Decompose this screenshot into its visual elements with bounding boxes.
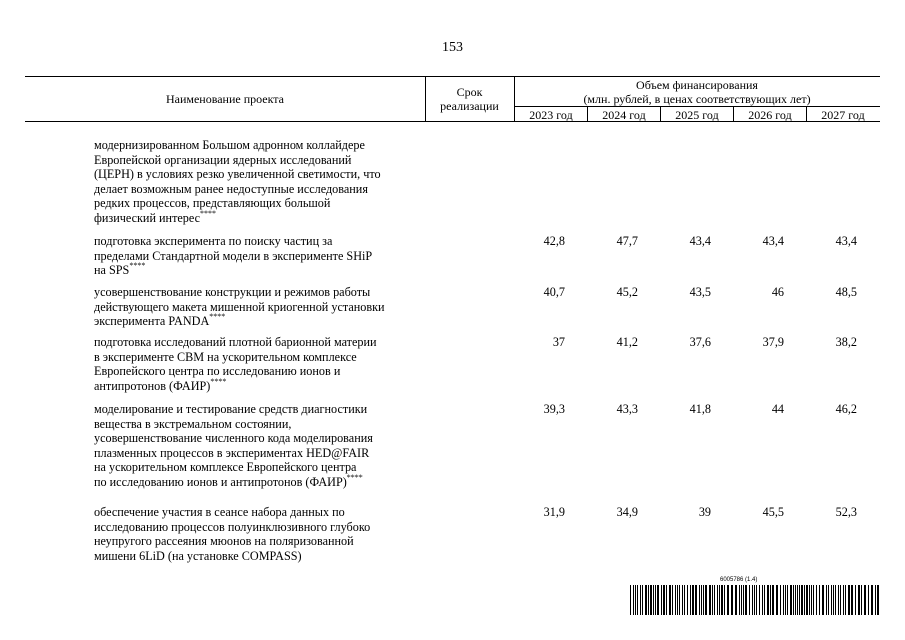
barcode-bar	[776, 585, 778, 615]
barcode-bar	[655, 585, 656, 615]
barcode-bar	[675, 585, 676, 615]
row-line: вещества в экстремальном состоянии,	[94, 416, 292, 431]
row-line: исследованию процессов полуинклюзивного глубоко	[94, 519, 371, 534]
value-2025: 37,6	[689, 335, 711, 349]
barcode-bar	[811, 585, 812, 615]
header-funding-line-2: (млн. рублей, в ценах соответствующих лет)	[583, 92, 811, 106]
header-year-2024: 2024 год	[602, 108, 646, 122]
row-line: Европейского центра по исследованию ионов и	[94, 364, 341, 379]
barcode-bar	[727, 585, 729, 615]
barcode-bar	[749, 585, 750, 615]
header-year-2023: 2023 год	[529, 108, 573, 122]
barcode-bar	[642, 585, 643, 615]
barcode-bar	[851, 585, 853, 615]
header-top-rule	[25, 76, 880, 77]
row-line: (ЦЕРН) в условиях резко увеличенной светимости, что	[94, 167, 381, 182]
barcode-bar	[861, 585, 862, 615]
row-line: усовершенствование конструкции и режимов работы	[94, 285, 371, 299]
barcode-bar	[783, 585, 784, 615]
barcode-bar	[843, 585, 844, 615]
row-line: подготовка эксперимента по поиску частиц за	[94, 234, 333, 248]
barcode-bar	[858, 585, 860, 615]
barcode-bar	[721, 585, 723, 615]
value-2024: 45,2	[616, 285, 638, 299]
value-2025: 39	[698, 505, 711, 519]
value-2023: 42,8	[543, 234, 565, 248]
value-2026: 37,9	[762, 335, 784, 349]
barcode-bar	[695, 585, 697, 615]
header-year-2025: 2025 год	[675, 108, 719, 122]
row-line-text: эксперимента PANDA	[94, 314, 210, 329]
row-line: Европейской организации ядерных исследований	[94, 152, 352, 167]
header-term	[425, 85, 514, 113]
barcode-bar	[855, 585, 856, 615]
value-2023: 37	[552, 335, 565, 349]
header-term-line-1: Срок	[456, 85, 483, 99]
row-line: неупругого рассеяния мюонов на поляризованной	[94, 534, 354, 549]
barcode-bar	[735, 585, 737, 615]
value-2026: 45,5	[762, 505, 784, 519]
header-year-2027: 2027 год	[821, 108, 865, 122]
value-2027: 38,2	[835, 335, 857, 349]
value-2027: 48,5	[835, 285, 857, 299]
barcode-bar	[801, 585, 803, 615]
row-line: действующего макета мишенной криогенной установки	[94, 299, 385, 314]
barcode-bar	[739, 585, 740, 615]
header-years-rule	[514, 106, 880, 107]
barcode-bar	[705, 585, 707, 615]
barcode-bar	[669, 585, 671, 615]
barcode-bar	[809, 585, 810, 615]
table-row-project	[94, 505, 424, 563]
barcode-bar	[759, 585, 760, 615]
header-project-name: Наименование проекта	[165, 92, 285, 106]
barcode-bar	[690, 585, 691, 615]
row-line: в эксперименте CBM на ускорительном комплексе	[94, 349, 357, 364]
barcode-bar	[845, 585, 846, 615]
barcode-bar	[795, 585, 796, 615]
value-2027: 43,4	[835, 234, 857, 248]
row-line: плазменных процессов в экспериментах HED@FAIR	[94, 445, 370, 460]
row-line: на ускорительном комплексе Европейского центра	[94, 460, 357, 475]
row-line: пределами Стандартной модели в эксперименте SHiP	[94, 248, 373, 263]
row-line: делает возможным ранее недоступные исследования	[94, 181, 368, 196]
value-2026: 44	[771, 402, 784, 416]
barcode-bar	[868, 585, 869, 615]
row-line-text: антипротонов (ФАИР)	[94, 378, 211, 393]
footnote-mark: ****	[129, 261, 146, 271]
barcode-bar	[762, 585, 763, 615]
barcode-bar	[754, 585, 755, 615]
barcode-bar	[828, 585, 829, 615]
barcode-bar	[756, 585, 757, 615]
barcode-bar	[826, 585, 827, 615]
barcode-bar	[703, 585, 704, 615]
barcode-bar	[745, 585, 747, 615]
barcode-bar	[799, 585, 800, 615]
row-line: модернизированном Большом адронном коллайдере	[94, 138, 365, 152]
table-row-project	[94, 234, 424, 278]
barcode-bar	[677, 585, 678, 615]
value-2026: 43,4	[762, 234, 784, 248]
barcode-bar	[785, 585, 786, 615]
barcode-bar	[877, 585, 879, 615]
barcode-bar	[717, 585, 718, 615]
barcode-bar	[724, 585, 725, 615]
barcode-bar	[714, 585, 715, 615]
row-line: подготовка исследований плотной барионной материи	[94, 335, 377, 349]
row-line: моделирование и тестирование средств диагностики	[94, 402, 368, 416]
barcode-bar	[875, 585, 876, 615]
row-line	[94, 263, 424, 278]
barcode-bar	[816, 585, 817, 615]
page-number: 153	[442, 40, 463, 55]
barcode-bar	[692, 585, 694, 615]
barcode-bar	[661, 585, 662, 615]
barcode-bar	[780, 585, 781, 615]
row-line	[94, 314, 424, 329]
footnote-mark: ****	[209, 312, 226, 322]
value-2027: 46,2	[835, 402, 857, 416]
barcode-bar	[650, 585, 652, 615]
barcode-bar	[637, 585, 638, 615]
barcode-bar	[833, 585, 834, 615]
row-line: редких процессов, представляющих большой	[94, 196, 331, 211]
barcode-bar	[793, 585, 794, 615]
barcode-bar	[838, 585, 839, 615]
value-2025: 43,4	[689, 234, 711, 248]
barcode-bar	[787, 585, 788, 615]
barcode-bar	[633, 585, 634, 615]
barcode-icon	[630, 585, 880, 615]
value-2025: 43,5	[689, 285, 711, 299]
value-2027: 52,3	[835, 505, 857, 519]
barcode-bar	[770, 585, 771, 615]
barcode-bar	[831, 585, 832, 615]
barcode-bar	[684, 585, 685, 615]
barcode-bar	[822, 585, 824, 615]
value-2024: 47,7	[616, 234, 638, 248]
barcode-bar	[719, 585, 720, 615]
footnote-mark: ****	[200, 208, 217, 218]
barcode-bar	[731, 585, 733, 615]
barcode-bar	[653, 585, 654, 615]
barcode-bar	[764, 585, 765, 615]
barcode-bar	[741, 585, 742, 615]
barcode-bar	[709, 585, 711, 615]
footnote-mark: ****	[210, 376, 227, 386]
value-2025: 41,8	[689, 402, 711, 416]
barcode-bar	[682, 585, 683, 615]
value-2023: 31,9	[543, 505, 565, 519]
row-line-text: по исследованию ионов и антипротонов (ФАИР)	[94, 474, 347, 489]
header-term-line-2: реализации	[440, 99, 499, 113]
barcode-bar	[848, 585, 850, 615]
value-2023: 39,3	[543, 402, 565, 416]
header-funding	[514, 78, 880, 106]
row-line-text: физический интерес	[94, 210, 201, 225]
barcode-bar	[648, 585, 649, 615]
barcode-bar	[752, 585, 753, 615]
value-2024: 43,3	[616, 402, 638, 416]
row-line: обеспечение участия в сеансе набора данных по	[94, 505, 345, 519]
barcode-bar	[806, 585, 808, 615]
row-line: мишени 6LiD (на установке COMPASS)	[94, 548, 302, 563]
barcode-bar	[772, 585, 774, 615]
value-2024: 41,2	[616, 335, 638, 349]
barcode-bar	[864, 585, 866, 615]
barcode-bar	[767, 585, 769, 615]
barcode-bar	[645, 585, 647, 615]
row-line	[94, 376, 424, 394]
barcode-bar	[804, 585, 805, 615]
barcode-bar	[657, 585, 659, 615]
row-line	[94, 208, 424, 226]
barcode-bar	[666, 585, 667, 615]
barcode-bar	[871, 585, 873, 615]
table-row-project	[94, 402, 424, 490]
barcode-bar	[663, 585, 665, 615]
barcode-bar	[687, 585, 688, 615]
barcode-bar	[699, 585, 700, 615]
barcode-bar	[790, 585, 792, 615]
row-line	[94, 472, 424, 490]
value-2026: 46	[771, 285, 784, 299]
barcode-bar	[813, 585, 814, 615]
barcode-bar	[840, 585, 841, 615]
header-year-2026: 2026 год	[748, 108, 792, 122]
barcode-number: 6005786 (1.4)	[720, 577, 758, 583]
barcode-bar	[640, 585, 641, 615]
table-row-project	[94, 138, 424, 226]
barcode-bar	[679, 585, 680, 615]
barcode-bar	[712, 585, 713, 615]
table-row-project	[94, 285, 424, 329]
barcode-bar	[635, 585, 636, 615]
barcode-bar	[672, 585, 673, 615]
row-line: усовершенствование численного кода моделирования	[94, 431, 373, 446]
barcode-bar	[835, 585, 836, 615]
barcode-bar	[630, 585, 631, 615]
barcode-bar	[743, 585, 744, 615]
value-2024: 34,9	[616, 505, 638, 519]
row-line-text: на SPS	[94, 263, 130, 278]
barcode-bar	[819, 585, 820, 615]
header-funding-line-1: Объем финансирования	[636, 78, 758, 92]
table-row-project	[94, 335, 424, 393]
footnote-mark: ****	[346, 472, 363, 482]
barcode-bar	[797, 585, 798, 615]
barcode-bar	[701, 585, 702, 615]
value-2023: 40,7	[543, 285, 565, 299]
